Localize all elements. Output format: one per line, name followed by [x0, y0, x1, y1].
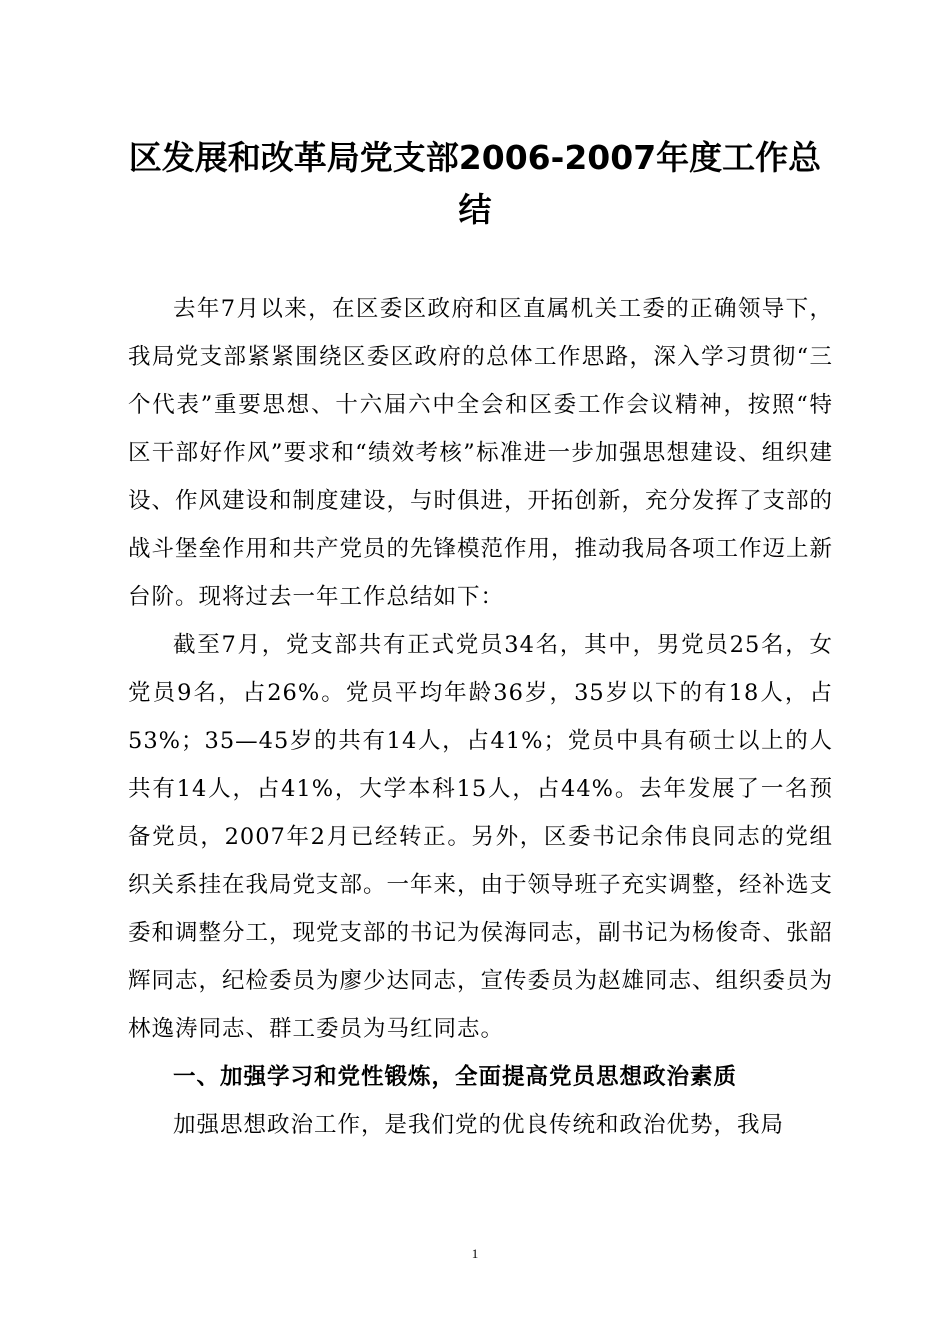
- section-heading: 一、加强学习和党性锻炼，全面提高党员思想政治素质: [173, 1064, 738, 1090]
- section-paragraph: 加强思想政治工作，是我们党的优良传统和政治优势，我局: [173, 1112, 785, 1138]
- intro-paragraph: 去年7月以来，在区委区政府和区直属机关工委的正确领导下，我局党支部紧紧围绕区委区政府的总体工作思路，深入学习贯彻“三个代表”重要思想、十六届六中全会和区委工作会议精神，按照“特区干部好作风”要求和“绩效考核”标准进一步加强思想建设、组织建设、作风建设和制度建设，与时俱进，开拓创新，充分发挥了支部的战斗堡垒作用和共产党员的先锋模范作用，推动我局各项工作迈上新台阶。现将过去一年工作总结如下：: [128, 296, 834, 610]
- document-title-line1: 区发展和改革局党支部2006-2007年度工作总: [128, 138, 822, 177]
- membership-paragraph: 截至7月，党支部共有正式党员34名，其中，男党员25名，女党员9名，占26%。党员平均年龄36岁，35岁以下的有18人，占53%；35—45岁的共有14人，占41%；党员中具有硕士以上的人共有14人，占41%，大学本科15人，占44%。去年发展了一名预备党员，2007年2月已经转正。另外，区委书记余伟良同志的党组织关系挂在我局党支部。一年来，由于领导班子充实调整，经补选支委和调整分工，现党支部的书记为侯海同志，副书记为杨俊奇、张韶辉同志，纪检委员为廖少达同志，宣传委员为赵雄同志、组织委员为林逸涛同志、群工委员为马红同志。: [128, 632, 834, 1042]
- document-body: [128, 285, 833, 1149]
- document-title-line2: 结: [458, 190, 492, 229]
- page-number: 1: [471, 1246, 479, 1261]
